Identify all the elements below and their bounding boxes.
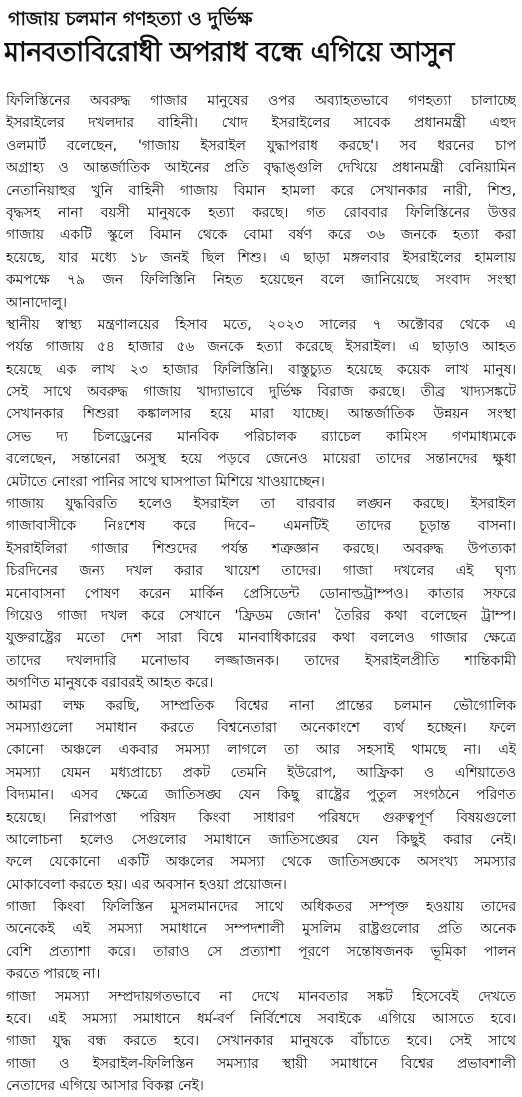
paragraph-line: কমপক্ষে ৭৯ জন ফিলিস্তিনি নিহত হয়েছেন বলে জানিয়েছে সংবাদ সংস্থা [6, 272, 516, 289]
paragraph-line: আনাদোলু। [6, 294, 67, 311]
paragraph-line: স্থানীয় স্বাস্থ্য মন্ত্রণালয়ের হিসাব মতে, ২০২৩ সালের ৭ অক্টোবর থেকে এ [6, 316, 516, 333]
paragraph-line: গাজায় যুদ্ধবিরতি হলেও ইসরাইল তা বারবার লঙ্ঘন করছে। ইসরাইল [6, 496, 516, 513]
article-paragraph [6, 986, 516, 1097]
paragraph-line: বৃদ্ধসহ নানা বয়সী মানুষকে হত্যা করছে। গত রোববার ফিলিস্তিনের উত্তর [6, 204, 516, 221]
paragraph-line: আলোচনা হলেও সেগুলোর সমাধানে জাতিসঙ্ঘের যেন কিছুই করার নেই। [6, 831, 516, 848]
paragraph-line: সেখানকার শিশুরা কঙ্কালসার হয়ে মারা যাচ্ছে। আন্তর্জাতিক উন্নয়ন সংস্থা [6, 406, 516, 423]
paragraph-line: চিরদিনের জন্য দখল করার খায়েশ তাদের। গাজা দখলের এই ঘৃণ্য [6, 563, 516, 580]
paragraph-line: ওলমার্ট বলেছেন, 'গাজায় ইসরাইল যুদ্ধাপরাধ করছে'। সব ধরনের চাপ [6, 137, 516, 154]
paragraph-line: মেটাতে নোংরা পানির সাথে ঘাসপাতা মিশিয়ে খাওয়াচ্ছেন। [6, 473, 325, 490]
paragraph-line: বলেছেন, সন্তানেরা অসুস্থ হয়ে পড়বে জেনেও মায়েরা তাদের সন্তানদের ক্ষুধা [6, 451, 516, 468]
paragraph-line: আমরা লক্ষ করছি, সাম্প্রতিক বিশ্বের নানা প্রান্তের চলমান ভৌগোলিক [6, 697, 516, 714]
paragraph-line: ইসরাইলের দখলদার বাহিনী। খোদ ইসরাইলের সাবেক প্রধানমন্ত্রী এহুদ [6, 115, 516, 132]
paragraph-line: হবে। এই সমস্যা সমাধানে ধর্ম-বর্ণ নির্বিশেষে সবাইকে এগিয়ে আসতে হবে। [6, 1011, 516, 1028]
paragraph-line: গিয়েও গাজা দখল করে সেখানে 'ফ্রিডম জোন' তৈরির কথা বলেছেন ট্রাম্প। [6, 607, 516, 624]
article-paragraph [6, 90, 516, 314]
paragraph-line: অগণিত মানুষকে বরাবরই আহত করে। [6, 675, 214, 692]
paragraph-line: পর্যন্ত গাজায় ৫৪ হাজার ৫৬ জনকে হত্যা করেছে ইসরাইল। এ ছাড়াও আহত [6, 339, 516, 356]
paragraph-line: হয়েছে। নিরাপত্তা পরিষদ কিংবা সাধারণ পরিষদে গুরুত্বপূর্ণ বিষয়গুলো [6, 809, 516, 826]
paragraph-line: কোনো অঞ্চলে একবার সমস্যা লাগলে তা আর সহসাই থামছে না। এই [6, 742, 516, 759]
paragraph-line: সেভ দ্য চিলড্রেনের মানবিক পরিচালক র‍্যাচেল কামিংস গণমাধ্যমকে [6, 428, 516, 445]
article-paragraph [6, 493, 516, 695]
paragraph-line: অগ্রাহ্য ও আন্তর্জাতিক আইনের প্রতি বৃদ্ধাঙ্গুলি দেখিয়ে প্রধানমন্ত্রী বেনিয়ামিন [6, 160, 516, 177]
article-paragraph [6, 314, 516, 493]
paragraph-line: গাজায় একটি স্কুলে বিমান থেকে বোমা বর্ষণ করে ৩৬ জনকে হত্যা করা [6, 227, 516, 244]
paragraph-line: গাজা কিংবা ফিলিস্তিন মুসলমানদের সাথে অধিকতর সম্পৃক্ত হওয়ায় তাদের [6, 899, 516, 916]
paragraph-line: অনেকেই এই সমস্যা সমাধানে সম্পদশালী মুসলিম রাষ্ট্রগুলোর প্রতি অনেক [6, 921, 516, 938]
paragraph-line: ইসরাইলিরা গাজার শিশুদের পর্যন্ত শত্রুজ্ঞান করছে। অবরুদ্ধ উপত্যকা [6, 540, 516, 557]
paragraph-line: তাদের দখলদারি মনোভাব লজ্জাজনক। তাদের ইসরাইলপ্রীতি শান্তিকামী [6, 652, 516, 669]
paragraph-line: বিদ্যমান। এসব ক্ষেত্রে জাতিসঙ্ঘ যেন কিছু রাষ্ট্রের পুতুল সংগঠনে পরিণত [6, 787, 516, 804]
paragraph-line: সমস্যা যেমন মধ্যপ্রাচ্যে প্রকট তেমনি ইউরোপ, আফ্রিকা ও এশিয়াতেও [6, 764, 516, 781]
paragraph-line: হয়েছে এক লাখ ২৩ হাজার ফিলিস্তিনি। বাস্তুচ্যুত হয়েছে কয়েক লাখ মানুষ। [6, 361, 516, 378]
article-paragraph [6, 695, 516, 897]
article-headline: মানবতাবিরোধী অপরাধ বন্ধে এগিয়ে আসুন [4, 37, 454, 68]
paragraph-line: গাজাবাসীকে নিঃশেষ করে দিবে– এমনটিই তাদের চূড়ান্ত বাসনা। [6, 518, 516, 535]
paragraph-line: ফলে যেকোনো একটি অঞ্চলের সমস্যা থেকে জাতিসঙ্ঘকে অসংখ্য সমস্যার [6, 854, 516, 871]
article-kicker: গাজায় চলমান গণহত্যা ও দুর্ভিক্ষ [8, 8, 253, 30]
paragraph-line: গাজা ও ইসরাইল-ফিলিস্তিন সমস্যার স্থায়ী সমাধানে বিশ্বের প্রভাবশালী [6, 1055, 516, 1072]
paragraph-line: মোকাবেলা করতে হয়। এর অবসান হওয়া প্রয়োজন। [6, 876, 287, 893]
article-body [6, 90, 516, 1097]
paragraph-line: ফিলিস্তিনের অবরুদ্ধ গাজার মানুষের ওপর অব্যাহতভাবে গণহত্যা চালাচ্ছে [6, 93, 516, 109]
paragraph-line: বেশি প্রত্যাশা করে। তারাও সে প্রত্যাশা পূরণে সন্তোষজনক ভূমিকা পালন [6, 943, 516, 960]
paragraph-line: নেতানিয়াহুর খুনি বাহিনী গাজায় বিমান হামলা করে সেখানকার নারী, শিশু, [6, 182, 516, 199]
paragraph-line: সমস্যাগুলো সমাধান করতে বিশ্বনেতারা অনেকাংশে ব্যর্থ হচ্ছেন। ফলে [6, 719, 516, 736]
paragraph-line: সেই সাথে অবরুদ্ধ গাজায় খাদ্যাভাবে দুর্ভিক্ষ বিরাজ করছে। তীব্র খাদ্যসঙ্কটে [6, 384, 516, 401]
article-paragraph [6, 896, 516, 986]
paragraph-line: নেতাদের এগিয়ে আসার বিকল্প নেই। [6, 1078, 204, 1095]
paragraph-line: গাজা যুদ্ধ বন্ধ করতে হবে। সেখানকার মানুষকে বাঁচাতে হবে। সেই সাথে [6, 1033, 516, 1050]
paragraph-line: হয়েছে, যার মধ্যে ১৮ জনই ছিল শিশু। এ ছাড়া মঙ্গলবার ইসরাইলের হামলায় [6, 249, 516, 266]
paragraph-line: যুক্তরাষ্ট্রের মতো দেশ সারা বিশ্বে মানবাধিকারের কথা বললেও গাজার ক্ষেত্রে [6, 630, 516, 647]
paragraph-line: গাজা সমস্যা সম্প্রদায়গতভাবে না দেখে মানবতার সঙ্কট হিসেবেই দেখতে [6, 988, 516, 1005]
paragraph-line: মনোবাসনা পোষণ করেন মার্কিন প্রেসিডেন্ট ডোনাল্ডট্রাম্পও। কাতার সফরে [6, 585, 516, 602]
paragraph-line: করতে পারছে না। [6, 966, 101, 983]
